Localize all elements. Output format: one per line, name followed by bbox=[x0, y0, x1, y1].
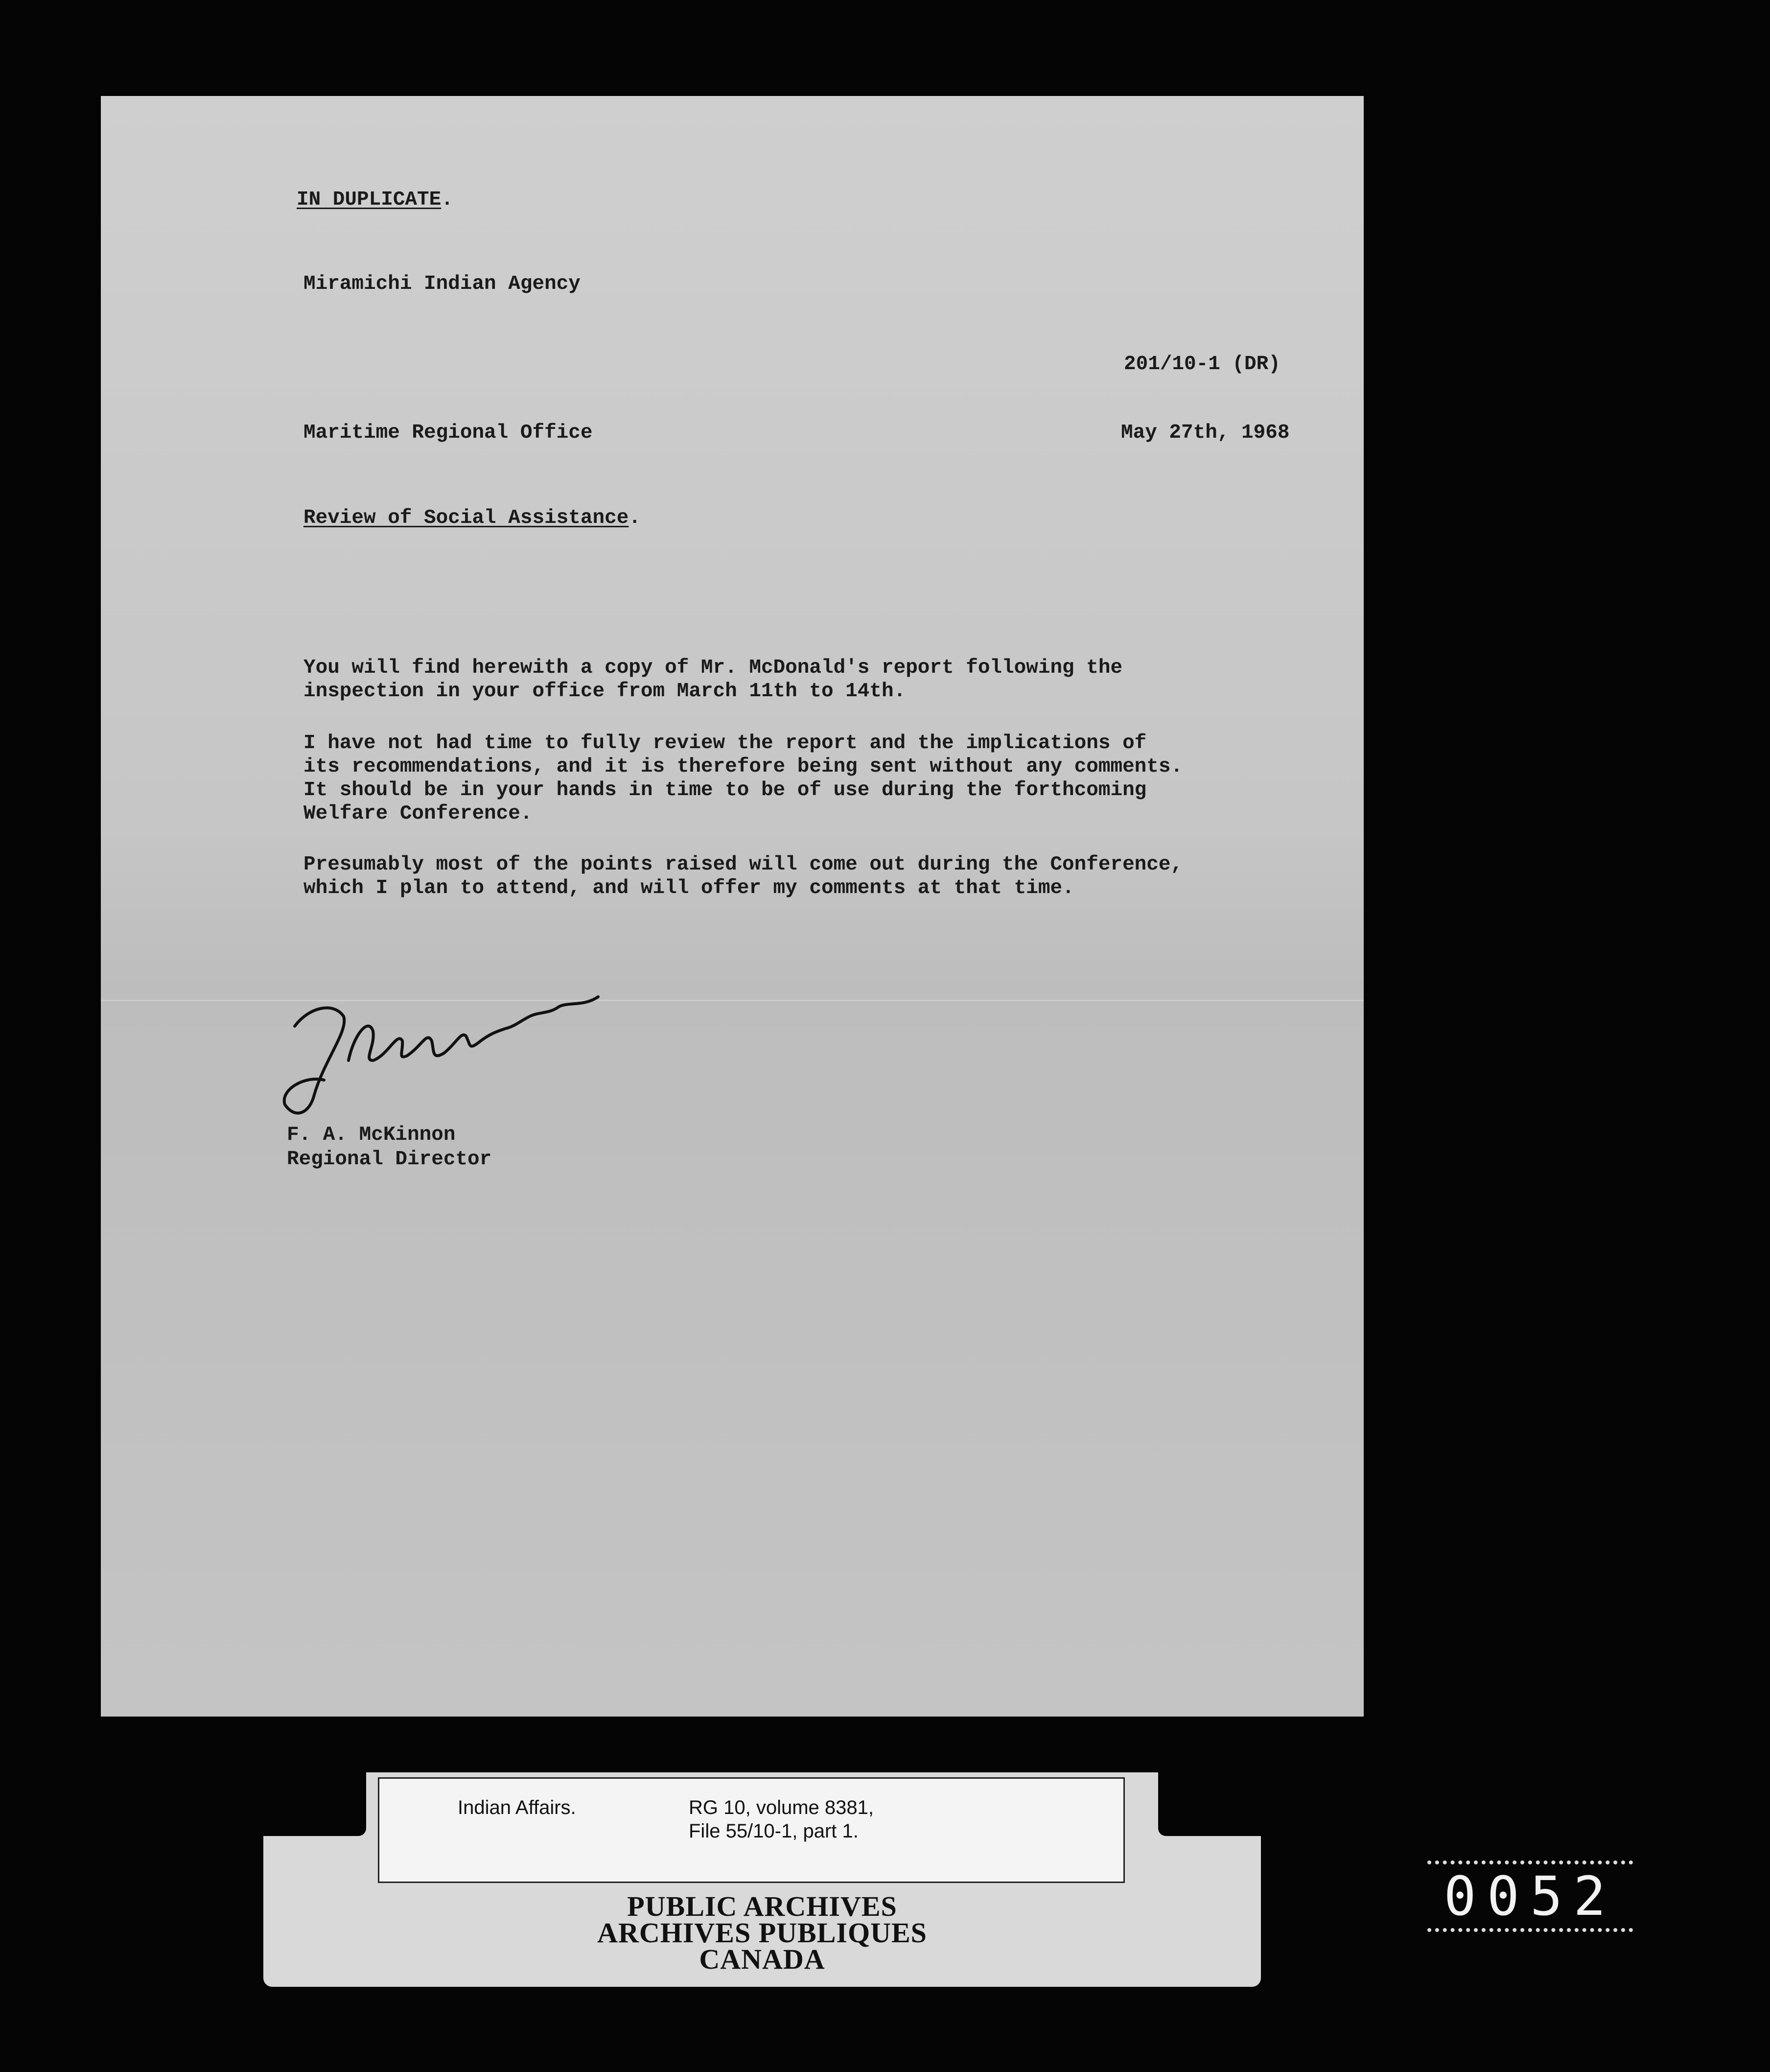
body-paragraph: Presumably most of the points raised will come out during the Conference, which I plan to attend, and will offer my comments at that time. bbox=[303, 853, 1183, 899]
card-notch-left bbox=[263, 1772, 366, 1836]
archive-stamp-line-3: CANADA bbox=[699, 1943, 825, 1975]
subject-line: Review of Social Assistance. bbox=[303, 507, 641, 529]
signer-name: F. A. McKinnon bbox=[287, 1124, 456, 1146]
reference-line-2: File 55/10-1, part 1. bbox=[689, 1820, 859, 1842]
frame-counter bbox=[1427, 1860, 1633, 1932]
letter-date: May 27th, 1968 bbox=[1121, 422, 1290, 444]
recipient: Miramichi Indian Agency bbox=[303, 273, 581, 295]
body-paragraph: You will find herewith a copy of Mr. McDonald's report following the inspection in your office from March 11th to 14th. bbox=[303, 657, 1123, 703]
archive-stamp-line-2: ARCHIVES PUBLIQUES bbox=[597, 1917, 927, 1949]
signer-title: Regional Director bbox=[287, 1148, 492, 1171]
department-label: Indian Affairs. bbox=[458, 1797, 576, 1818]
body-paragraph: I have not had time to fully review the report and the implications of its recommendations, and it is therefore being sent without any comments. It should be in your hands in time to be of use during the forthcoming Welfare Conference. bbox=[303, 732, 1183, 825]
frame-number: 0052 bbox=[1444, 1865, 1617, 1928]
card-notch-right bbox=[1158, 1772, 1261, 1836]
archive-reference-label bbox=[378, 1777, 1125, 1883]
file-reference: 201/10-1 (DR) bbox=[1124, 353, 1281, 376]
sender-office: Maritime Regional Office bbox=[303, 422, 593, 444]
handwritten-signature bbox=[275, 987, 647, 1144]
reference-line-1: RG 10, volume 8381, bbox=[689, 1797, 874, 1818]
archive-stamp-line-1: PUBLIC ARCHIVES bbox=[627, 1890, 897, 1922]
letter-page bbox=[101, 96, 1364, 1717]
duplicate-mark: IN DUPLICATE. bbox=[297, 188, 453, 211]
